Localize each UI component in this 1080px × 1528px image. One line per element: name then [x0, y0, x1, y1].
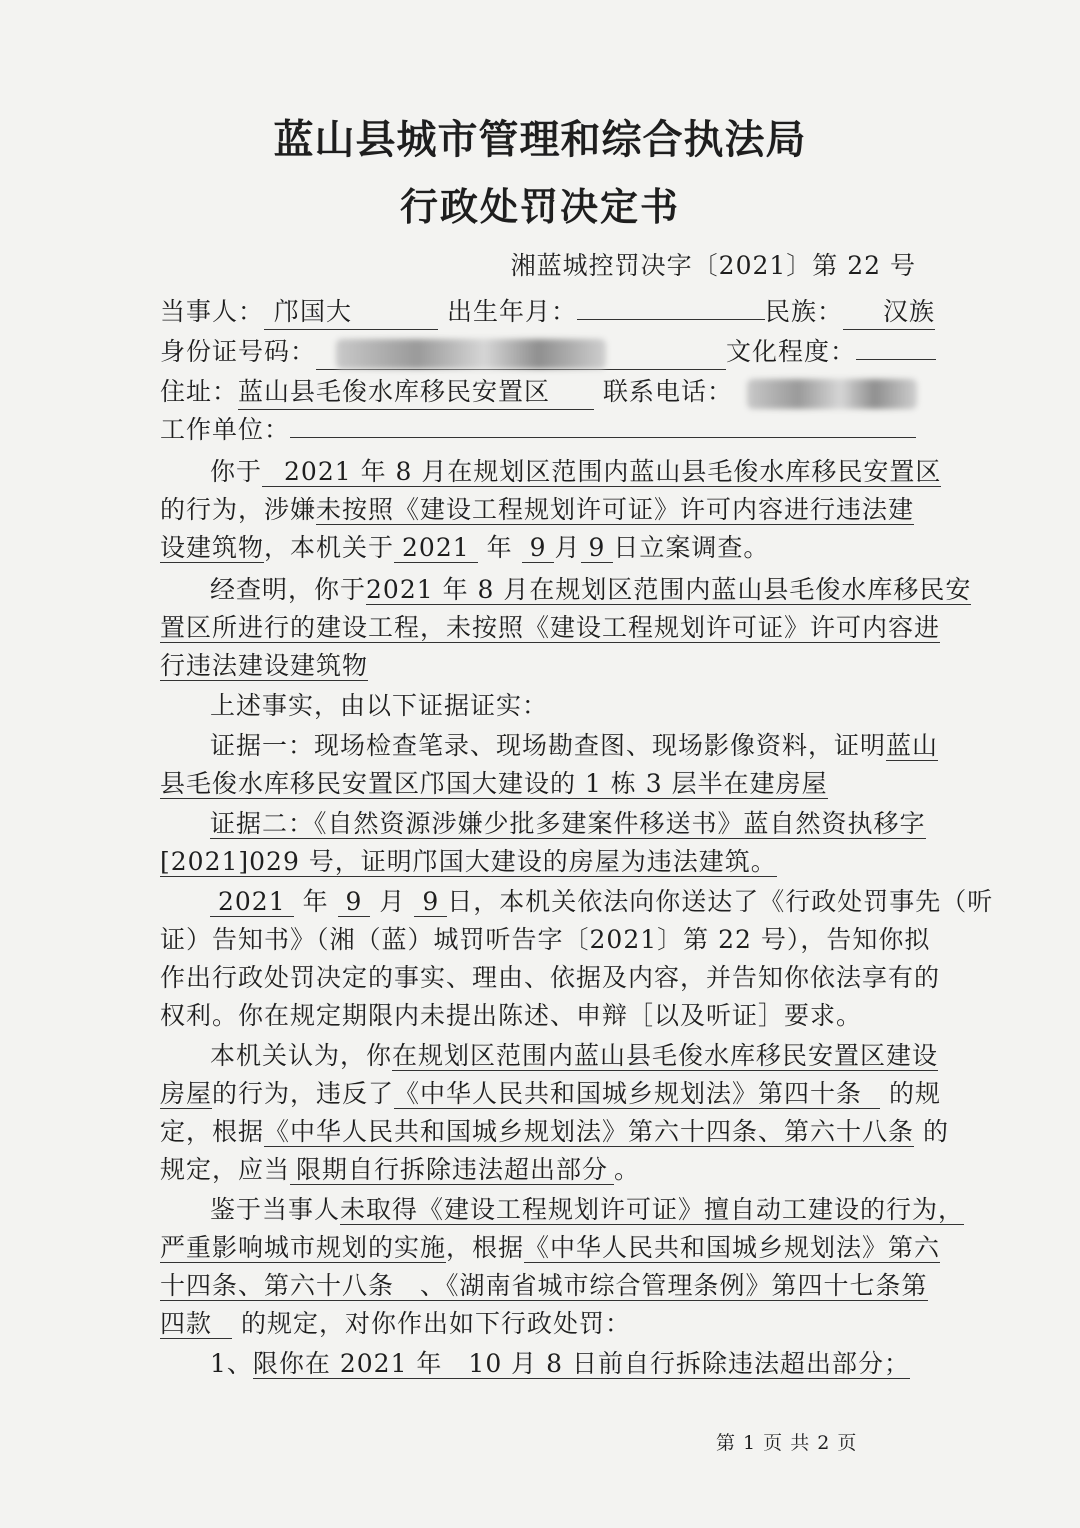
para8-line4: 四款 的规定，对你作出如下行政处罚：	[160, 1309, 631, 1338]
name-label: 当事人：	[160, 297, 265, 326]
education-label: 文化程度：	[726, 337, 857, 366]
para8-line3: 十四条、第六十八条 、《湖南省城市综合管理条例》第四十七条第	[160, 1271, 928, 1300]
para2-line3: 行违法建设建筑物	[160, 651, 369, 680]
para5-line2: [2021]029 号，证明邝国大建设的房屋为违法建筑。	[160, 847, 777, 876]
party-line-2	[160, 332, 920, 372]
para7-line2: 房屋的行为，违反了《中华人民共和国城乡规划法》第四十条 的规	[160, 1079, 942, 1108]
para1-line3: 设建筑物，本机关于 2021 年 9 月 9 日立案调查。	[160, 533, 770, 562]
para8-line2: 严重影响城市规划的实施，根据《中华人民共和国城乡规划法》第六	[160, 1233, 941, 1262]
para7-line1: 本机关认为，你在规划区范围内蓝山县毛俊水库移民安置区建设	[210, 1041, 939, 1070]
para6-line3: 作出行政处罚决定的事实、理由、依据及内容，并告知你依法享有的	[160, 963, 941, 992]
penalty-item-1: 1、限你在 2021 年 10 月 8 日前自行拆除违法超出部分；	[210, 1349, 910, 1378]
id-label: 身份证号码：	[160, 337, 317, 366]
para7-line4: 规定，应当 限期自行拆除违法超出部分 。	[160, 1155, 641, 1184]
para2-line2: 置区所进行的建设工程，未按照《建设工程规划许可证》许可内容进	[160, 613, 941, 642]
work-label: 工作单位：	[160, 415, 291, 444]
para3: 上述事实，由以下证据证实：	[210, 691, 549, 720]
para4-line2: 县毛俊水库移民安置区邝国大建设的 1 栋 3 层半在建房屋	[160, 769, 828, 798]
para2-line1: 经查明，你于2021 年 8 月在规划区范围内蓝山县毛俊水库移民安	[210, 575, 972, 604]
para1-line2: 的行为，涉嫌未按照《建设工程规划许可证》许可内容进行违法建	[160, 495, 915, 524]
party-line-1	[160, 292, 935, 332]
para8-line1: 鉴于当事人未取得《建设工程规划许可证》擅自动工建设的行为，	[210, 1195, 965, 1224]
birth-field	[577, 319, 765, 320]
para6-line2: 证）告知书》（湘（蓝）城罚听告字〔2021〕第 22 号），告知你拟	[160, 925, 931, 954]
education-field	[856, 359, 936, 360]
para1-line1: 你于 2021 年 8 月在规划区范围内蓝山县毛俊水库移民安置区	[210, 457, 942, 486]
agency-title: 蓝山县城市管理和综合执法局	[273, 117, 807, 163]
document-number: 湘蓝城控罚决字〔2021〕第 22 号	[510, 251, 916, 280]
page-number: 第 1 页 共 2 页	[716, 1432, 858, 1454]
id-field	[316, 335, 726, 370]
address-label: 住址：	[160, 377, 239, 406]
para6-line1: 2021 年 9 月 9 日，本机关依法向你送达了《行政处罚事先（听	[210, 882, 920, 922]
para6-line4: 权利。你在规定期限内未提出陈述、申辩［以及听证］要求。	[160, 1001, 863, 1030]
phone-label: 联系电话：	[602, 377, 733, 406]
work-field	[290, 437, 916, 438]
birth-label: 出生年月：	[446, 297, 577, 326]
para5-line1: 证据二：《自然资源涉嫌少批多建案件移送书》蓝自然资执移字	[210, 809, 926, 838]
address-field: 蓝山县毛俊水库移民安置区	[238, 375, 594, 410]
party-line-3	[160, 372, 920, 412]
ethnic-field: 汉族	[843, 295, 935, 330]
document-type-title: 行政处罚决定书	[399, 185, 680, 229]
ethnic-label: 民族：	[764, 297, 843, 326]
redacted-phone	[747, 379, 917, 409]
para4-line1: 证据一：现场检查笔录、现场勘查图、现场影像资料，证明蓝山	[210, 731, 939, 760]
name-field: 邝国大	[264, 295, 438, 330]
redacted-id	[336, 339, 606, 369]
para7-line3: 定，根据《中华人民共和国城乡规划法》第六十四条、第六十八条 的	[160, 1117, 949, 1146]
party-line-4	[160, 410, 920, 450]
